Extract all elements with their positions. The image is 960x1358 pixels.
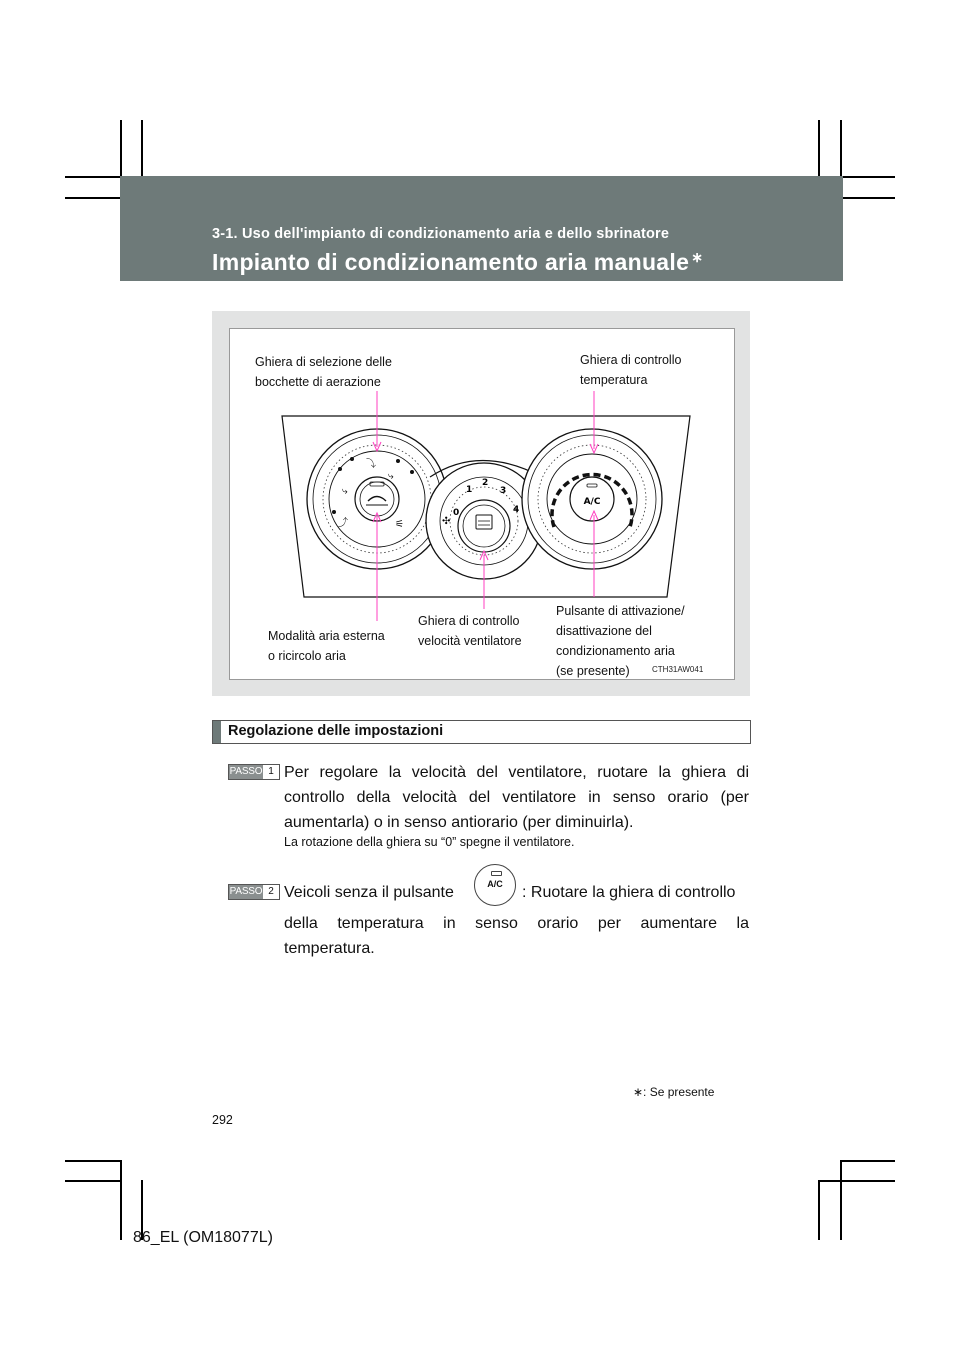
page-title-text: Impianto di condizionamento aria manuale [212,249,690,275]
document-code: 86_EL (OM18077L) [133,1229,273,1246]
label-line: (se presente) [556,664,630,678]
crop-mark [65,176,120,178]
svg-text:⤷: ⤷ [342,486,348,497]
crop-mark [840,1160,842,1240]
step-number: 2 [263,885,279,899]
step-word: PASSO [229,766,263,777]
ac-icon-text: A/C [487,879,503,889]
text-line: Per regolare la velocità del ventilatore, ruotare la ghiera di [284,764,749,781]
label-line: o ricircolo aria [268,649,346,663]
page-title [212,249,703,276]
crop-mark [843,197,895,199]
label-line: velocità ventilatore [418,634,522,648]
svg-text:⤵: ⤵ [366,459,376,470]
section-marker [213,721,221,743]
ac-button-icon [474,864,516,906]
crop-mark [818,1180,895,1182]
label-line: temperatura [580,373,648,387]
step-badge [228,884,280,900]
crop-mark [840,120,842,176]
text-line: controllo della velocità del ventilatore in senso orario (per [284,789,749,806]
figure-code: CTH31AW041 [652,665,704,674]
crop-mark [65,1180,121,1182]
section-title: 3-1. Uso dell'impianto di condizionamento aria e dello sbrinatore [212,226,670,242]
crop-mark [120,120,122,176]
label-line: disattivazione del [556,624,652,638]
climate-panel-figure [229,328,735,680]
air-recirculation-label [268,626,385,666]
vent-selector-label [255,352,392,392]
settings-section-header [212,720,751,744]
footnote: ∗: Se presente [633,1085,715,1099]
temperature-control-label [580,350,681,390]
step-1-text [284,760,749,835]
label-line: Modalità aria esterna [268,629,385,643]
step-2-line-1-end: : Ruotare la ghiera di controllo [522,884,736,901]
svg-text:✣: ✣ [442,516,451,527]
label-line: condizionamento aria [556,644,675,658]
crop-mark [843,176,895,178]
temperature-dial [522,429,662,569]
crop-mark [65,197,120,199]
text-line: temperatura. [284,940,375,957]
step-word: PASSO [229,886,263,897]
step-2-text [284,911,749,961]
fan-number: 0 [453,508,460,518]
crop-mark [65,1160,121,1162]
fan-number: 1 [466,485,473,495]
ac-button-label: A/C [583,497,601,507]
crop-mark [120,1160,122,1240]
settings-section-title: Regolazione delle impostazioni [228,723,444,739]
label-line: Pulsante di attivazione/ [556,604,685,618]
label-line: Ghiera di controllo [418,614,520,628]
fan-speed-label [418,611,522,651]
text-line: aumentarla) o in senso antiorario (per diminuirla). [284,814,634,831]
optional-mark: ∗ [691,249,704,265]
page-number: 292 [212,1113,233,1127]
ac-indicator [491,871,502,876]
crop-mark [818,1180,820,1240]
text-line: della temperatura in senso orario per aumentare la [284,915,749,932]
label-line: Ghiera di controllo [580,353,682,367]
label-line: bocchette di aerazione [255,375,381,389]
fan-number: 2 [482,478,489,488]
svg-text:⚟: ⚟ [395,519,404,530]
step-2-line-1-start: Veicoli senza il pulsante [284,884,454,901]
crop-mark [840,1160,895,1162]
step-1-note: La rotazione della ghiera su “0” spegne il ventilatore. [284,835,575,849]
svg-text:⤴: ⤴ [338,518,348,529]
step-badge [228,764,280,780]
fan-number: 4 [513,505,520,515]
label-line: Ghiera di selezione delle [255,355,392,369]
step-number: 1 [263,765,279,779]
fan-number: 3 [500,486,507,496]
svg-text:⤷: ⤷ [388,471,394,482]
